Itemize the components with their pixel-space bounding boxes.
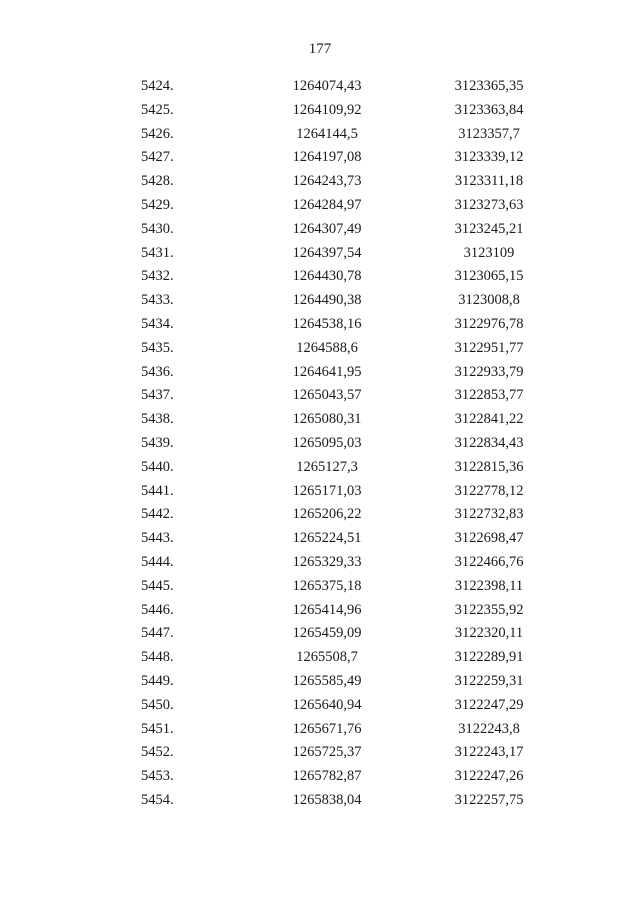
- table-row: [0, 765, 640, 789]
- x-coordinate: 1264197,08: [292, 149, 362, 166]
- table-row: [0, 694, 640, 718]
- x-coordinate: 1264109,92: [292, 101, 362, 118]
- y-coordinate: 3123273,63: [454, 196, 524, 213]
- y-coordinate: 3122976,78: [454, 315, 524, 332]
- x-coordinate: 1265671,76: [292, 720, 362, 737]
- y-coordinate: 3122815,36: [454, 458, 524, 475]
- y-coordinate: 3122320,11: [454, 625, 524, 642]
- table-row: [0, 265, 640, 289]
- point-number: 5425.: [141, 101, 174, 118]
- table-row: [0, 599, 640, 623]
- table-row: [0, 575, 640, 599]
- table-row: [0, 384, 640, 408]
- point-number: 5447.: [141, 625, 174, 642]
- table-row: [0, 218, 640, 242]
- point-number: 5454.: [141, 791, 174, 808]
- page-number: 177: [308, 41, 332, 57]
- x-coordinate: 1265095,03: [292, 434, 362, 451]
- point-number: 5446.: [141, 601, 174, 618]
- table-row: [0, 242, 640, 266]
- point-number: 5424.: [141, 78, 174, 94]
- x-coordinate: 1265508,7: [296, 649, 358, 666]
- table-row: [0, 123, 640, 147]
- table-row: [0, 313, 640, 337]
- table-row: [0, 99, 640, 123]
- point-number: 5444.: [141, 553, 174, 570]
- x-coordinate: 1265127,3: [296, 458, 358, 475]
- point-number: 5434.: [141, 315, 174, 332]
- y-coordinate: 3123109: [463, 244, 515, 261]
- table-row: [0, 170, 640, 194]
- point-number: 5450.: [141, 696, 174, 713]
- table-row: [0, 432, 640, 456]
- coordinate-table: [0, 75, 640, 813]
- table-row: [0, 789, 640, 813]
- table-row: [0, 194, 640, 218]
- point-number: 5440.: [141, 458, 174, 475]
- table-row: [0, 408, 640, 432]
- point-number: 5451.: [141, 720, 174, 737]
- x-coordinate: 1264490,38: [292, 292, 362, 309]
- y-coordinate: 3122933,79: [454, 363, 524, 380]
- y-coordinate: 3122466,76: [454, 553, 524, 570]
- point-number: 5448.: [141, 649, 174, 666]
- table-row: [0, 551, 640, 575]
- x-coordinate: 1264074,43: [292, 78, 362, 94]
- x-coordinate: 1265224,51: [292, 530, 362, 547]
- table-row: [0, 456, 640, 480]
- point-number: 5433.: [141, 292, 174, 309]
- y-coordinate: 3122732,83: [454, 506, 524, 523]
- table-row: [0, 741, 640, 765]
- y-coordinate: 3123008,8: [458, 292, 520, 309]
- y-coordinate: 3123065,15: [454, 268, 524, 285]
- point-number: 5426.: [141, 125, 174, 142]
- y-coordinate: 3122257,75: [454, 791, 524, 808]
- y-coordinate: 3123311,18: [454, 173, 524, 190]
- table-row: [0, 361, 640, 385]
- x-coordinate: 1265171,03: [292, 482, 362, 499]
- point-number: 5453.: [141, 768, 174, 785]
- y-coordinate: 3123245,21: [454, 220, 524, 237]
- x-coordinate: 1265206,22: [292, 506, 362, 523]
- y-coordinate: 3122243,17: [454, 744, 524, 761]
- x-coordinate: 1264284,97: [292, 196, 362, 213]
- point-number: 5432.: [141, 268, 174, 285]
- table-row: [0, 718, 640, 742]
- table-row: [0, 75, 640, 99]
- table-row: [0, 503, 640, 527]
- y-coordinate: 3122247,29: [454, 696, 524, 713]
- y-coordinate: 3123365,35: [454, 78, 524, 94]
- x-coordinate: 1265329,33: [292, 553, 362, 570]
- x-coordinate: 1265838,04: [292, 791, 362, 808]
- y-coordinate: 3122289,91: [454, 649, 524, 666]
- table-row: [0, 289, 640, 313]
- table-row: [0, 527, 640, 551]
- x-coordinate: 1264243,73: [292, 173, 362, 190]
- table-row: [0, 146, 640, 170]
- x-coordinate: 1265043,57: [292, 387, 362, 404]
- point-number: 5435.: [141, 339, 174, 356]
- y-coordinate: 3123357,7: [458, 125, 520, 142]
- point-number: 5429.: [141, 196, 174, 213]
- x-coordinate: 1265459,09: [292, 625, 362, 642]
- point-number: 5441.: [141, 482, 174, 499]
- point-number: 5449.: [141, 672, 174, 689]
- point-number: 5427.: [141, 149, 174, 166]
- y-coordinate: 3122243,8: [458, 720, 520, 737]
- point-number: 5442.: [141, 506, 174, 523]
- y-coordinate: 3122853,77: [454, 387, 524, 404]
- point-number: 5438.: [141, 411, 174, 428]
- x-coordinate: 1265080,31: [292, 411, 362, 428]
- point-number: 5452.: [141, 744, 174, 761]
- y-coordinate: 3122841,22: [454, 411, 524, 428]
- x-coordinate: 1264144,5: [296, 125, 358, 142]
- y-coordinate: 3122259,31: [454, 672, 524, 689]
- x-coordinate: 1264397,54: [292, 244, 362, 261]
- x-coordinate: 1265640,94: [292, 696, 362, 713]
- y-coordinate: 3122698,47: [454, 530, 524, 547]
- y-coordinate: 3122778,12: [454, 482, 524, 499]
- point-number: 5445.: [141, 577, 174, 594]
- table-row: [0, 670, 640, 694]
- point-number: 5437.: [141, 387, 174, 404]
- table-row: [0, 480, 640, 504]
- point-number: 5443.: [141, 530, 174, 547]
- y-coordinate: 3122834,43: [454, 434, 524, 451]
- x-coordinate: 1265725,37: [292, 744, 362, 761]
- x-coordinate: 1264307,49: [292, 220, 362, 237]
- y-coordinate: 3123339,12: [454, 149, 524, 166]
- y-coordinate: 3122355,92: [454, 601, 524, 618]
- x-coordinate: 1264641,95: [292, 363, 362, 380]
- point-number: 5431.: [141, 244, 174, 261]
- table-row: [0, 622, 640, 646]
- y-coordinate: 3123363,84: [454, 101, 524, 118]
- x-coordinate: 1265585,49: [292, 672, 362, 689]
- x-coordinate: 1264588,6: [296, 339, 358, 356]
- x-coordinate: 1265414,96: [292, 601, 362, 618]
- x-coordinate: 1265375,18: [292, 577, 362, 594]
- point-number: 5430.: [141, 220, 174, 237]
- x-coordinate: 1264538,16: [292, 315, 362, 332]
- y-coordinate: 3122247,26: [454, 768, 524, 785]
- x-coordinate: 1264430,78: [292, 268, 362, 285]
- point-number: 5439.: [141, 434, 174, 451]
- point-number: 5428.: [141, 173, 174, 190]
- table-row: [0, 337, 640, 361]
- table-row: [0, 646, 640, 670]
- x-coordinate: 1265782,87: [292, 768, 362, 785]
- point-number: 5436.: [141, 363, 174, 380]
- y-coordinate: 3122398,11: [454, 577, 524, 594]
- y-coordinate: 3122951,77: [454, 339, 524, 356]
